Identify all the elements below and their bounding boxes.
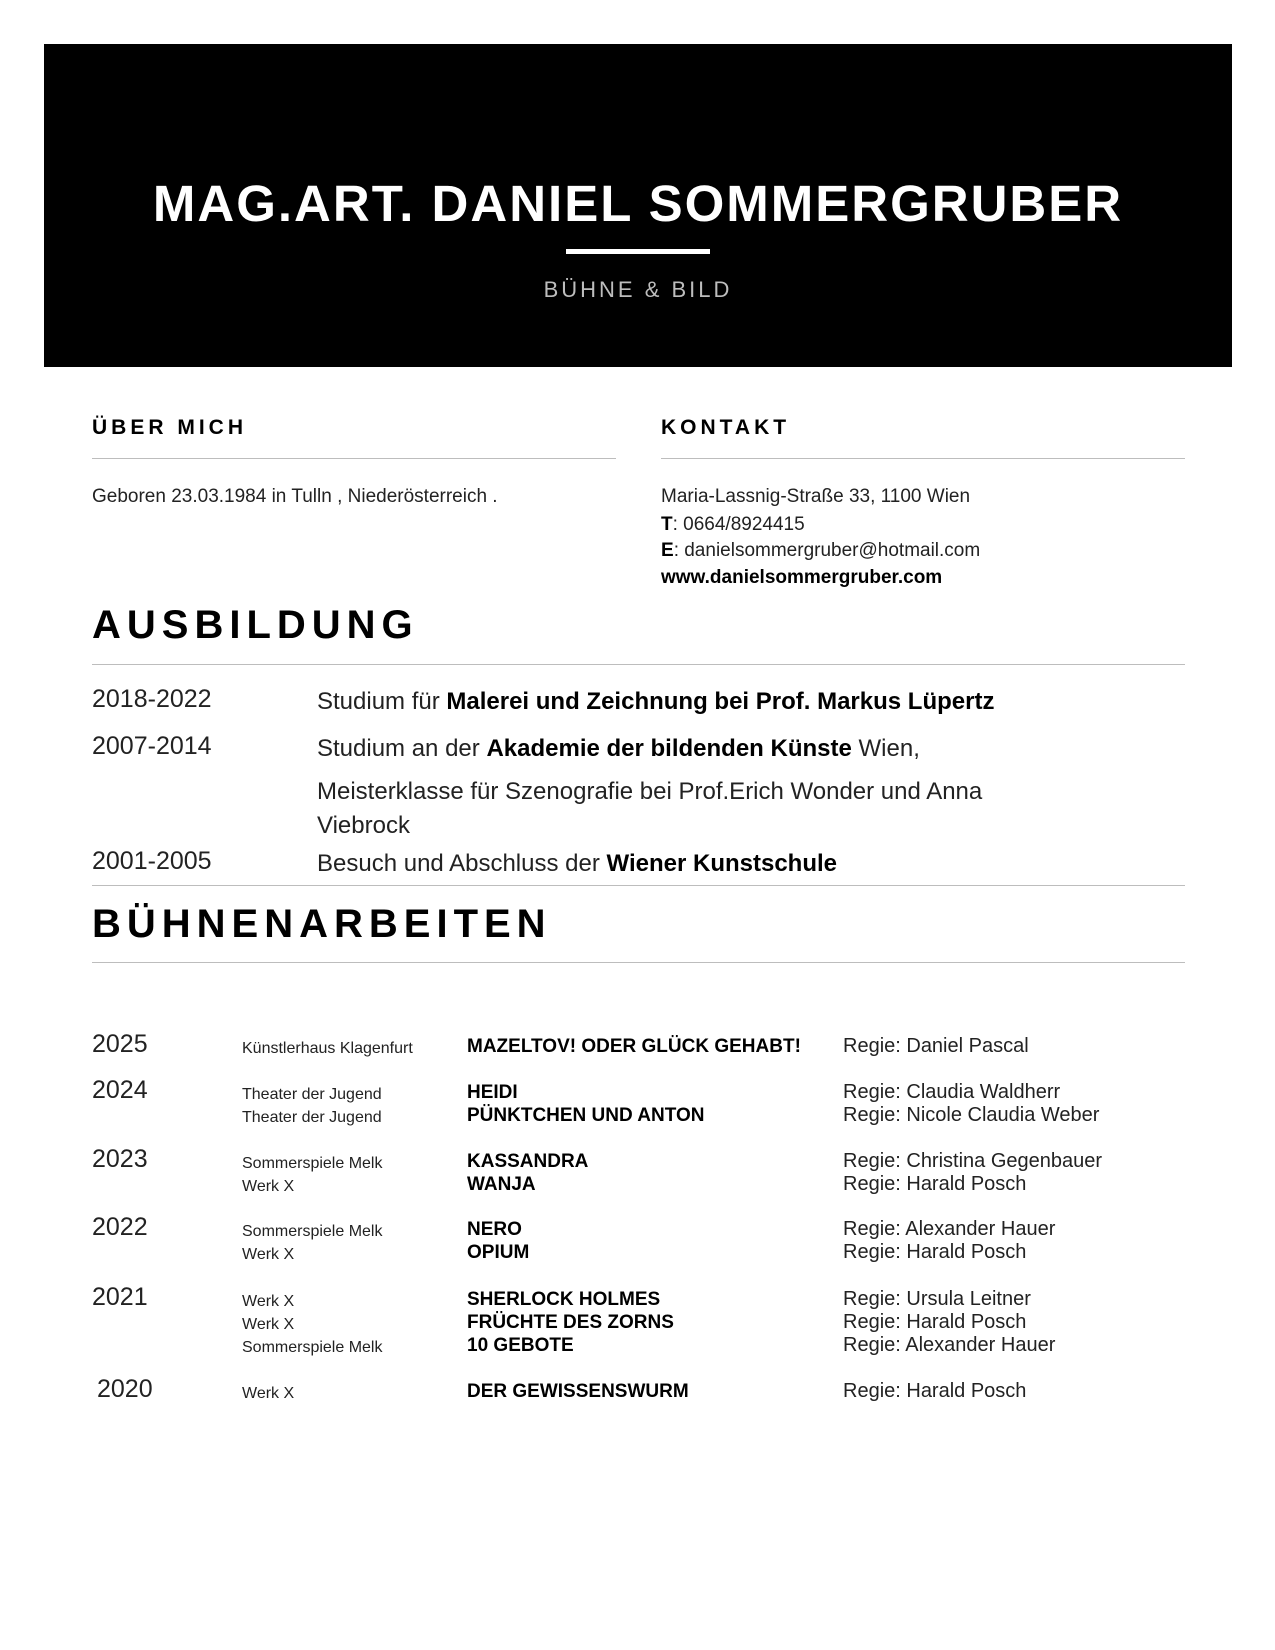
work-title: KASSANDRA [467, 1151, 589, 1172]
education-text: Studium für [317, 688, 447, 715]
work-venues [242, 1152, 382, 1198]
work-director: Regie: Alexander Hauer [843, 1218, 1056, 1240]
phone-label: T [661, 514, 673, 535]
work-titles [467, 1081, 705, 1127]
education-description [317, 847, 1057, 881]
work-title: MAZELTOV! ODER GLÜCK GEHABT! [467, 1036, 801, 1057]
work-venue: Sommerspiele Melk [242, 1339, 383, 1356]
work-venue: Theater der Jugend [242, 1109, 382, 1126]
about-divider [92, 458, 616, 459]
work-titles [467, 1380, 689, 1403]
contact-divider [661, 458, 1185, 459]
work-title: OPIUM [467, 1242, 530, 1263]
about-text: Geboren 23.03.1984 in Tulln , Niederösterreich . [92, 486, 498, 507]
work-venues [242, 1382, 294, 1405]
contact-email [661, 540, 980, 562]
work-directors [843, 1218, 1055, 1264]
work-year: 2025 [92, 1030, 148, 1058]
work-directors [843, 1081, 1099, 1127]
work-title: FRÜCHTE DES ZORNS [467, 1312, 674, 1333]
education-description-extra: Meisterklasse für Szenografie bei Prof.Erich Wonder und Anna Viebrock [317, 778, 983, 839]
work-director: Regie: Nicole Claudia Weber [843, 1104, 1100, 1126]
work-titles [467, 1035, 801, 1058]
education-years: 2001-2005 [92, 847, 212, 875]
work-title: PÜNKTCHEN UND ANTON [467, 1105, 705, 1126]
work-directors [843, 1380, 1026, 1403]
work-year: 2024 [92, 1076, 148, 1104]
education-end-divider [92, 885, 1185, 886]
education-description [317, 685, 1057, 719]
work-year: 2021 [92, 1283, 148, 1311]
work-year: 2022 [92, 1213, 148, 1241]
work-titles [467, 1150, 588, 1196]
work-director: Regie: Alexander Hauer [843, 1334, 1056, 1356]
education-text: Studium an der [317, 735, 487, 762]
work-directors [843, 1150, 1102, 1196]
education-text: Besuch und Abschluss der [317, 850, 607, 877]
work-title: SHERLOCK HOLMES [467, 1289, 661, 1310]
contact-website[interactable]: www.danielsommergruber.com [661, 567, 943, 588]
work-title: DER GEWISSENSWURM [467, 1381, 689, 1402]
work-venues [242, 1220, 382, 1266]
phone-value: : 0664/8924415 [672, 514, 805, 535]
header-divider [566, 249, 710, 254]
work-venue: Theater der Jugend [242, 1086, 382, 1103]
work-director: Regie: Harald Posch [843, 1380, 1027, 1402]
education-description [317, 732, 1057, 766]
works-divider [92, 962, 1185, 963]
work-director: Regie: Ursula Leitner [843, 1288, 1031, 1310]
education-divider [92, 664, 1185, 665]
contact-address: Maria-Lassnig-Straße 33, 1100 Wien [661, 486, 971, 507]
work-venue: Werk X [242, 1316, 295, 1333]
work-directors [843, 1288, 1055, 1357]
header-banner [44, 44, 1232, 367]
page-title: MAG.ART. DANIEL SOMMERGRUBER [152, 175, 1124, 232]
work-titles [467, 1288, 674, 1357]
work-venue: Werk X [242, 1178, 295, 1195]
work-venue: Werk X [242, 1293, 295, 1310]
work-year: 2020 [97, 1375, 153, 1403]
work-venue: Sommerspiele Melk [242, 1155, 383, 1172]
work-venues [242, 1290, 382, 1359]
work-director: Regie: Harald Posch [843, 1311, 1027, 1333]
work-director: Regie: Claudia Waldherr [843, 1081, 1061, 1103]
work-directors [843, 1035, 1029, 1058]
education-heading: AUSBILDUNG [92, 603, 419, 647]
work-director: Regie: Daniel Pascal [843, 1035, 1029, 1057]
email-value: : danielsommergruber@hotmail.com [673, 540, 981, 561]
email-label: E [661, 540, 674, 561]
work-director: Regie: Christina Gegenbauer [843, 1150, 1103, 1172]
work-venue: Künstlerhaus Klagenfurt [242, 1040, 413, 1057]
work-title: 10 GEBOTE [467, 1335, 574, 1356]
work-director: Regie: Harald Posch [843, 1241, 1027, 1263]
contact-phone [661, 514, 805, 536]
works-heading: BÜHNENARBEITEN [92, 902, 552, 946]
work-titles [467, 1218, 529, 1264]
education-highlight: Malerei und Zeichnung bei Prof. Markus Lüpertz [446, 688, 995, 715]
about-heading: ÜBER MICH [92, 416, 247, 439]
education-highlight: Wiener Kunstschule [606, 850, 838, 877]
education-text: Wien, [851, 735, 920, 762]
work-venue: Werk X [242, 1385, 295, 1402]
work-venue: Werk X [242, 1246, 295, 1263]
work-year: 2023 [92, 1145, 148, 1173]
work-title: HEIDI [467, 1082, 518, 1103]
page-subtitle: BÜHNE & BILD [543, 277, 733, 302]
education-years: 2007-2014 [92, 732, 212, 760]
education-highlight: Akademie der bildenden Künste [486, 735, 852, 762]
work-venue: Sommerspiele Melk [242, 1223, 383, 1240]
work-venues [242, 1037, 413, 1060]
work-title: WANJA [467, 1174, 536, 1195]
work-director: Regie: Harald Posch [843, 1173, 1027, 1195]
work-venues [242, 1083, 382, 1129]
education-years: 2018-2022 [92, 685, 212, 713]
work-title: NERO [467, 1219, 522, 1240]
contact-heading: KONTAKT [661, 416, 791, 439]
